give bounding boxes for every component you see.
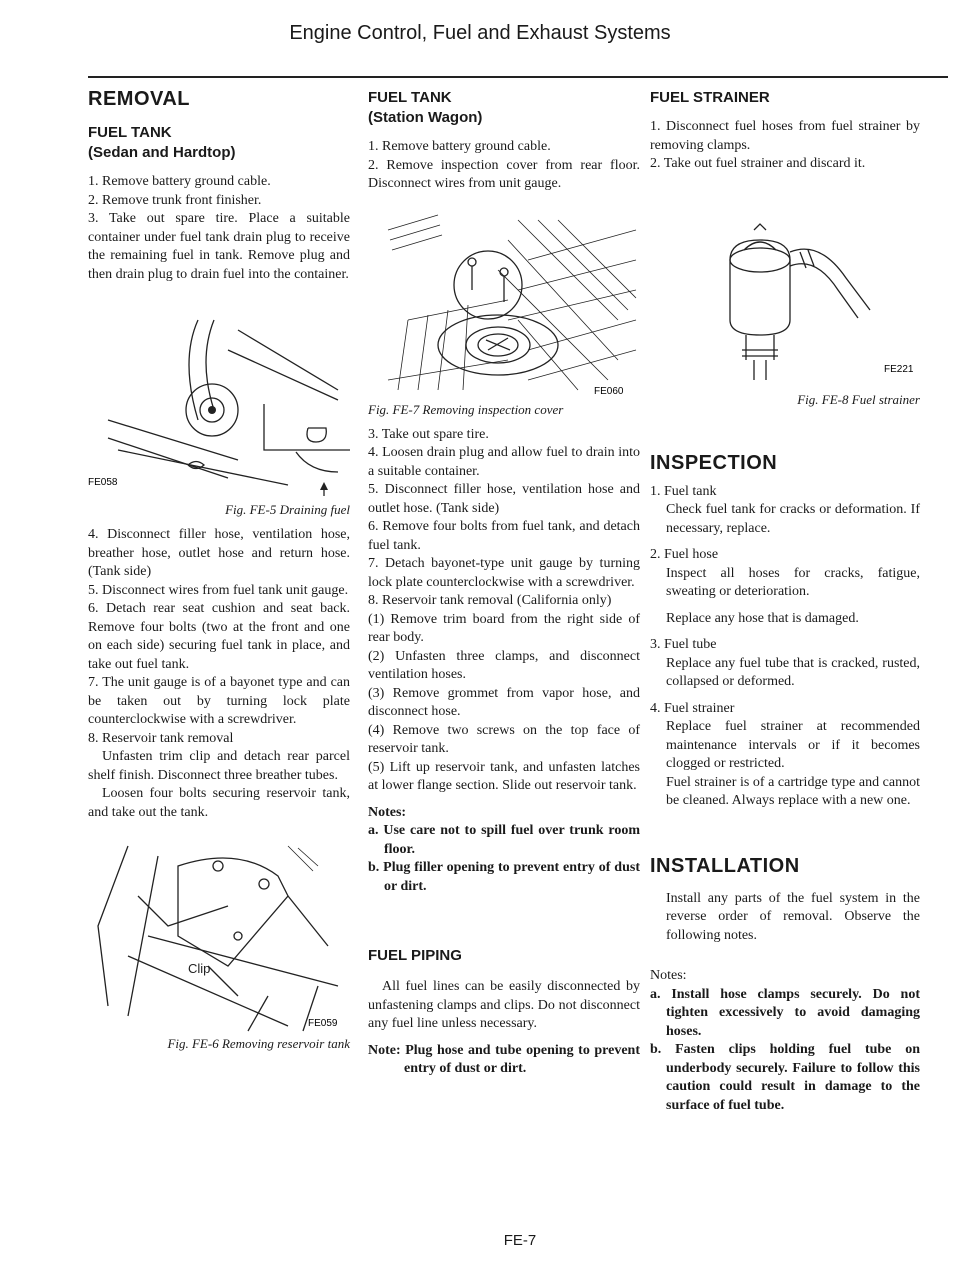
figure-code: FE059 [308,1018,338,1029]
step-2: 2. Remove trunk front finisher. [88,192,262,208]
notes-label: Notes: [650,968,687,983]
figure-code: FE221 [884,363,914,375]
section-title-installation: INSTALLATION [650,854,800,877]
step-2: 2. Take out fuel strainer and discard it. [650,156,866,171]
figure-removing-reservoir-tank [88,836,350,1034]
step-6: 6. Detach rear seat cushion and seat back. Remove four bolts (two at the front and one on each side) securing fuel tank in place, and take out fuel tank. [88,601,350,672]
page-number: FE-7 [503,1232,537,1249]
inspect-2-text: Inspect all hoses for cracks, fatigue, sweating or deterioration. [666,565,920,599]
step-7: 7. Detach bayonet-type unit gauge by turning lock plate counterclockwise with a screwdriver. [368,556,640,590]
inspect-1-text: Check fuel tank for cracks or deformation. If necessary, replace. [666,502,920,536]
inspect-4: 4. Fuel strainer [650,700,735,716]
inspect-4-text: Replace fuel strainer at recommended maintenance intervals or if it becomes clogged or restricted. [666,719,920,771]
note-a: a. Install hose clamps securely. Do not tighten excessively to avoid damaging hoses. [650,986,920,1039]
step-8: 8. Reservoir tank removal (California only) [368,593,612,608]
substep-2: (2) Unfasten three clamps, and disconnect ventilation hoses. [368,648,640,682]
step-4: 4. Loosen drain plug and allow fuel to drain into a suitable container. [368,445,640,479]
step-2: 2. Remove inspection cover from rear floor. Disconnect wires from unit gauge. [368,157,640,191]
note-b: b. Plug filler opening to prevent entry of dust or dirt. [368,860,640,894]
substep-1: (1) Remove trim board from the right side of rear body. [368,611,640,645]
section-title-fuel-strainer: FUEL STRAINER [650,89,770,106]
figure-removing-inspection-cover [368,210,640,400]
step-8: 8. Reservoir tank removal [88,730,234,746]
figure-clip-label: Clip [188,961,211,976]
step-8-detail-2: Loosen four bolts securing reservoir tank, and take out the tank. [88,786,350,820]
fuel-piping-text: All fuel lines can be easily disconnected by unfastening clamps and clips. Do not disconnect any fuel line unless necessary. [368,979,640,1031]
fuel-piping-note: Note: Plug hose and tube opening to prevent entry of dust or dirt. [368,1042,640,1076]
step-3: 3. Take out spare tire. Place a suitable container under fuel tank drain plug to receive the remaining fuel in tank. Remove plug and then drain plug to drain fuel into the container. [88,211,350,282]
installation-text: Install any parts of the fuel system in the reverse order of removal. Observe the following notes. [666,890,920,943]
step-5: 5. Disconnect wires from fuel tank unit gauge. [88,582,349,598]
step-1: 1. Remove battery ground cable. [368,139,551,154]
substep-5: (5) Lift up reservoir tank, and unfasten latches at lower flange section. Slide out reservoir tank. [368,759,640,793]
header-rule [88,76,948,78]
inspect-3-text: Replace any fuel tube that is cracked, rusted, collapsed or deformed. [666,655,920,689]
page-header: Engine Control, Fuel and Exhaust Systems [289,22,671,44]
figure-code: FE060 [594,385,624,397]
subsection-title: FUEL TANK [88,124,172,141]
step-4: 4. Disconnect filler hose, ventilation hose, breather hose, outlet hose and return hose. (Tank side) [88,527,350,579]
step-7: 7. The unit gauge is of a bayonet type and can be taken out by turning lock plate counterclockwise with a screwdriver. [88,675,350,727]
figure-caption: Fig. FE-7 Removing inspection cover [368,401,564,417]
column-middle [368,88,640,1079]
figure-caption: Fig. FE-5 Draining fuel [225,502,350,517]
substep-4: (4) Remove two screws on the top face of reservoir tank. [368,722,640,756]
step-1: 1. Disconnect fuel hoses from fuel strainer by removing clamps. [650,119,920,153]
step-6: 6. Remove four bolts from fuel tank, and detach fuel tank. [368,519,640,553]
inspect-3: 3. Fuel tube [650,637,717,652]
section-title-inspection: INSPECTION [650,451,778,474]
inspect-1: 1. Fuel tank [650,483,717,499]
column-right [650,88,920,1115]
column-left [88,88,350,1052]
figure-caption: Fig. FE-8 Fuel strainer [797,391,920,407]
step-5: 5. Disconnect filler hose, ventilation hose and outlet hose. (Tank side) [368,482,640,516]
figure-draining-fuel [88,300,350,500]
subsection-subtitle: (Station Wagon) [368,109,483,126]
figure-fuel-strainer [650,200,920,390]
substep-3: (3) Remove grommet from vapor hose, and disconnect hose. [368,685,640,719]
section-title-fuel-piping: FUEL PIPING [368,947,462,964]
subsection-subtitle: (Sedan and Hardtop) [88,144,236,161]
notes-label: Notes: [368,804,407,820]
inspect-2-text-2: Replace any hose that is damaged. [666,610,859,626]
note-b: b. Fasten clips holding fuel tube on underbody securely. Failure to follow this caution could result in damage to the surface of fuel tube. [650,1042,920,1113]
figure-caption: Fig. FE-6 Removing reservoir tank [167,1036,350,1051]
subsection-title: FUEL TANK [368,89,452,106]
inspect-4-text-2: Fuel strainer is of a cartridge type and cannot be cleaned. Always replace with a new one. [666,774,920,808]
step-8-detail: Unfasten trim clip and detach rear parcel shelf finish. Disconnect three breather tubes. [88,749,350,783]
step-3: 3. Take out spare tire. [368,426,489,442]
section-title-removal: REMOVAL [88,88,191,110]
note-a: a. Use care not to spill fuel over trunk room floor. [368,823,640,857]
figure-code: FE058 [88,477,118,488]
step-1: 1. Remove battery ground cable. [88,174,271,189]
inspect-2: 2. Fuel hose [650,547,719,562]
